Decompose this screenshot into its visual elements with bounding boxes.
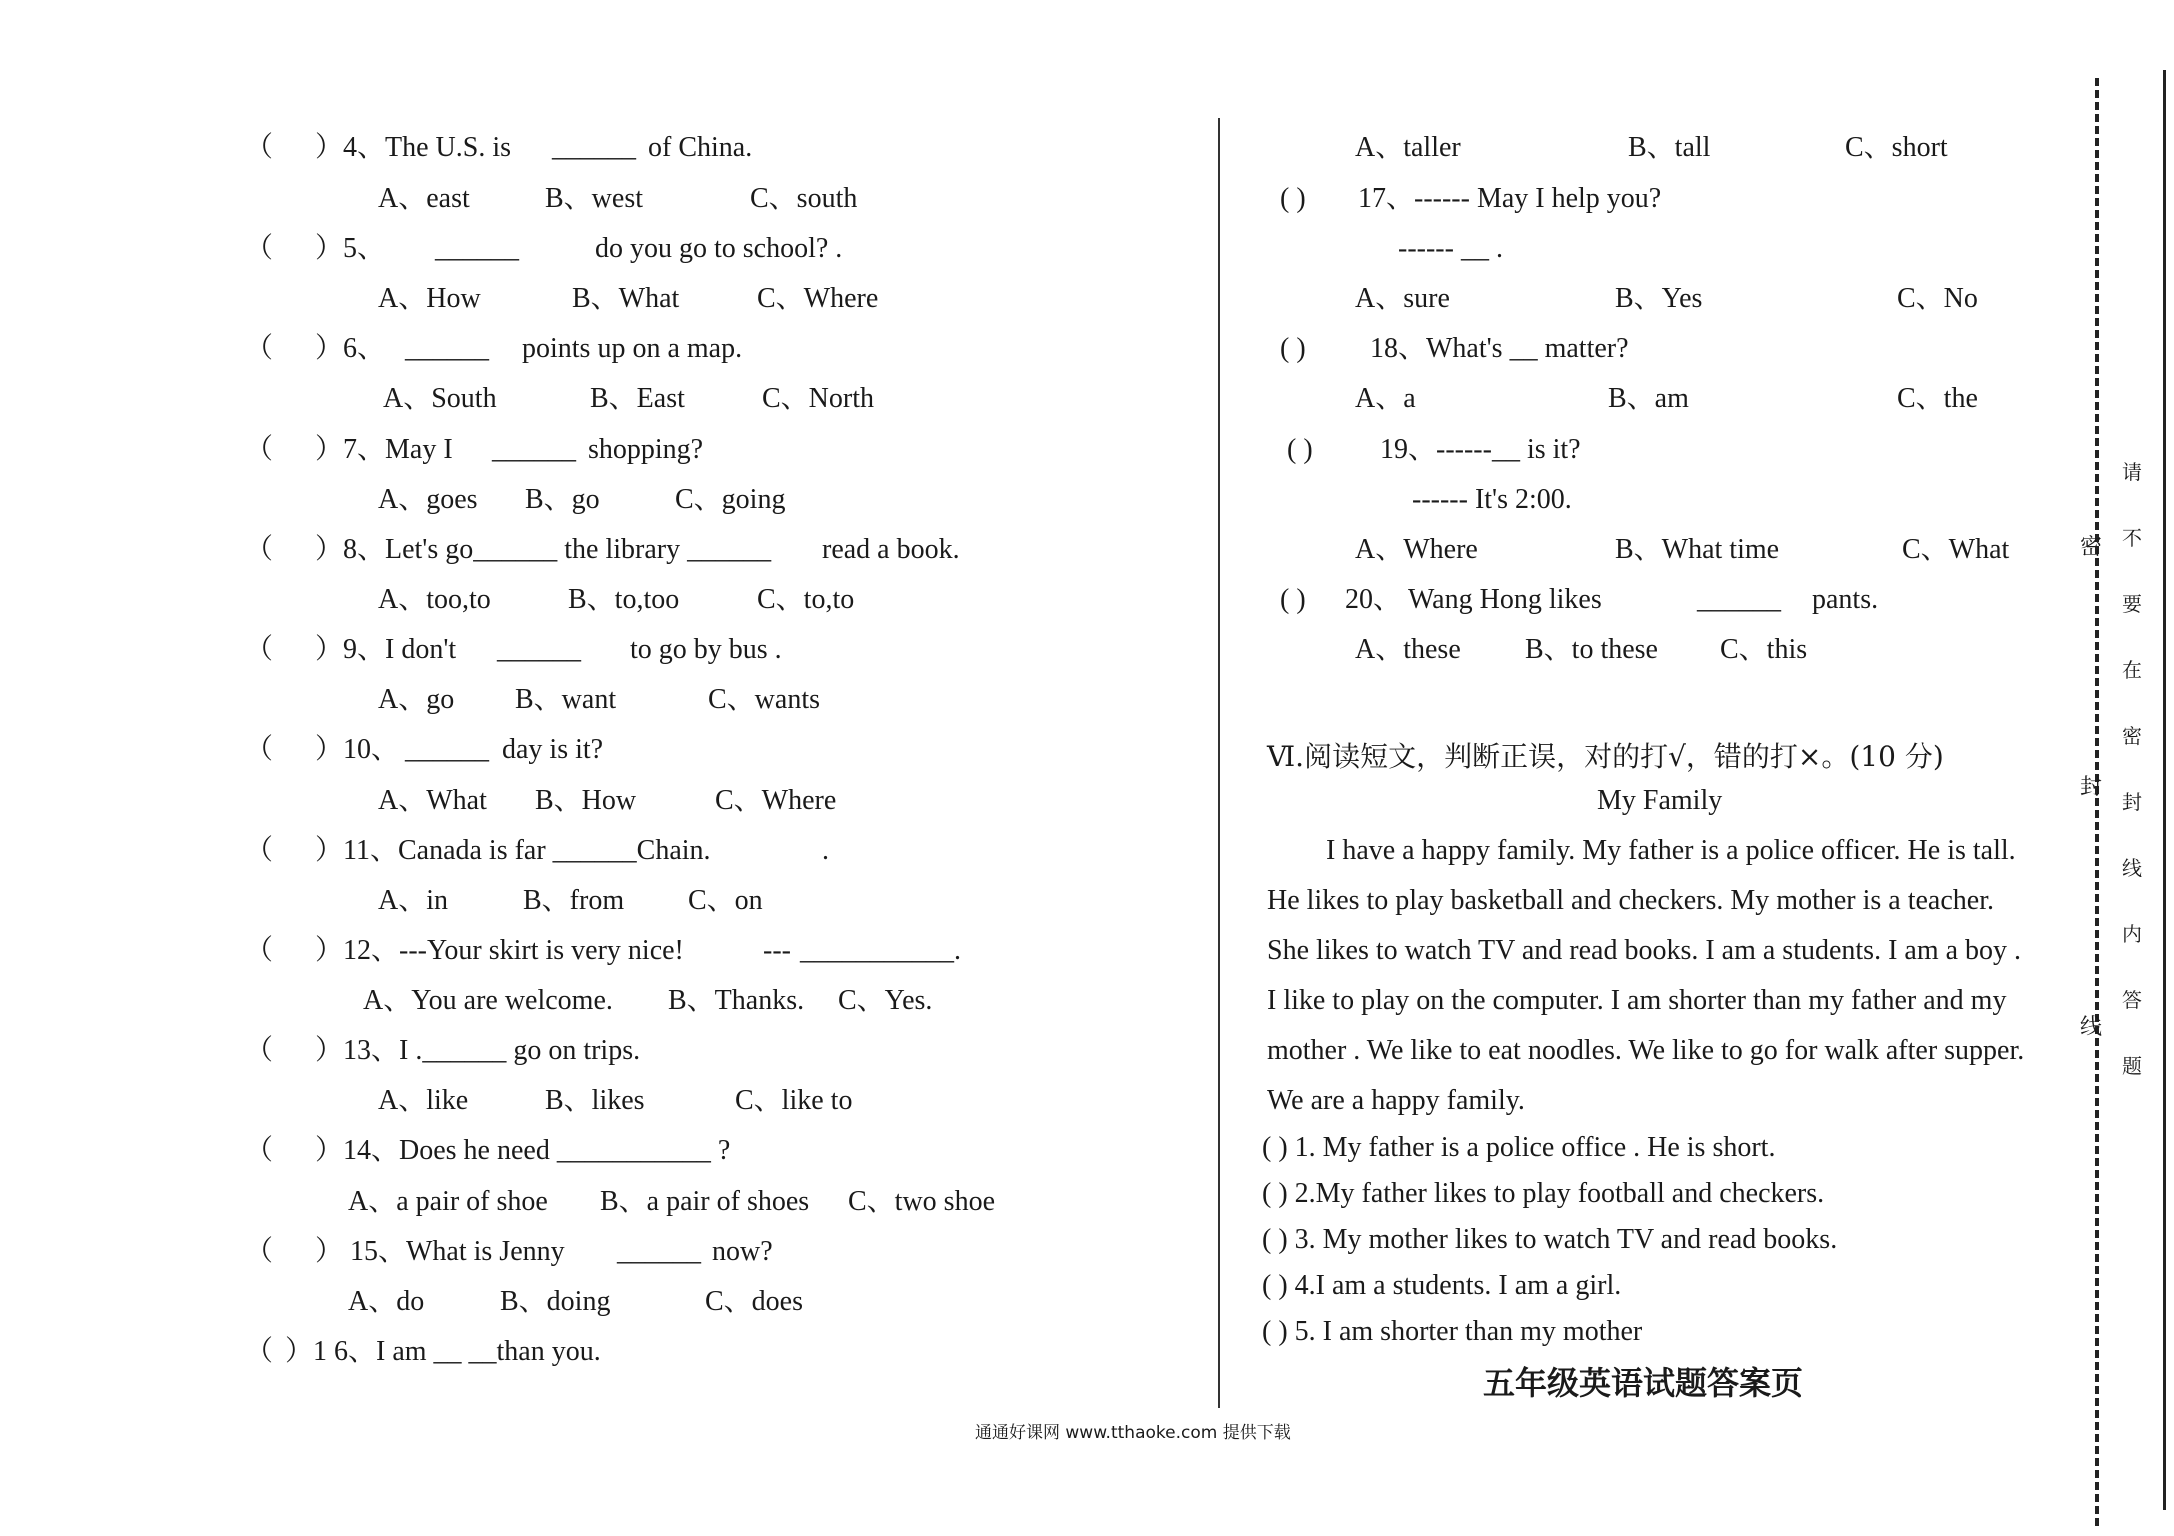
- option-b[interactable]: B、Yes: [1615, 283, 1703, 314]
- option-b[interactable]: B、tall: [1628, 132, 1711, 163]
- dialogue-reply: ------ It's 2:00.: [1412, 484, 1572, 515]
- footer-source: 通通好课网 www.tthaoke.com 提供下载: [975, 1423, 1291, 1443]
- option-a[interactable]: A、sure: [1355, 283, 1450, 314]
- option-c[interactable]: C、south: [750, 183, 858, 214]
- option-c[interactable]: C、this: [1720, 634, 1808, 665]
- option-b[interactable]: B、from: [523, 885, 625, 916]
- option-a[interactable]: A、a pair of shoe: [348, 1186, 548, 1217]
- answer-paren[interactable]: ( ): [1280, 333, 1306, 364]
- option-b[interactable]: B、likes: [545, 1085, 645, 1116]
- answer-blank[interactable]: ______: [497, 634, 581, 665]
- answer-blank[interactable]: ______: [552, 132, 636, 163]
- question-text: 19、------__ is it?: [1380, 434, 1581, 465]
- option-b[interactable]: B、am: [1608, 383, 1689, 414]
- option-b[interactable]: B、to these: [1525, 634, 1658, 665]
- option-c[interactable]: C、going: [675, 484, 786, 515]
- option-c[interactable]: C、does: [705, 1286, 804, 1317]
- option-a[interactable]: A、go: [378, 684, 455, 715]
- option-a[interactable]: A、You are welcome.: [363, 985, 613, 1016]
- option-c[interactable]: C、Yes.: [838, 985, 933, 1016]
- notice-char: 密: [2122, 724, 2142, 748]
- answer-page-title: 五年级英语试题答案页: [1483, 1364, 1804, 1402]
- judge-item[interactable]: ( ) 4.I am a students. I am a girl.: [1262, 1270, 1622, 1301]
- answer-blank[interactable]: ______: [435, 233, 519, 264]
- notice-char: 请: [2122, 460, 2142, 484]
- passage-line: We are a happy family.: [1267, 1085, 1525, 1116]
- question-tail: shopping?: [588, 434, 704, 465]
- question-text: ）4、The U.S. is: [315, 132, 512, 163]
- answer-blank[interactable]: ______: [405, 333, 489, 364]
- answer-paren[interactable]: ( ): [1280, 183, 1306, 214]
- option-c[interactable]: C、Where: [757, 283, 879, 314]
- option-a[interactable]: A、Where: [1355, 534, 1478, 565]
- answer-paren[interactable]: （: [245, 1336, 274, 1367]
- option-c[interactable]: C、North: [762, 383, 875, 414]
- option-c[interactable]: C、the: [1897, 383, 1978, 414]
- answer-paren[interactable]: ( ): [1287, 434, 1313, 465]
- question-text: ） 15、What is Jenny: [315, 1236, 565, 1267]
- question-text: ）1 6、I am __ __than you.: [285, 1336, 601, 1367]
- question-text: ）5、: [315, 233, 386, 264]
- seal-line-dashed: [2095, 78, 2099, 1526]
- option-b[interactable]: B、Thanks.: [668, 985, 805, 1016]
- answer-paren[interactable]: （: [245, 1035, 274, 1066]
- option-b[interactable]: B、What: [572, 283, 680, 314]
- question-text: 18、What's __ matter?: [1370, 333, 1629, 364]
- section-heading: Ⅵ.阅读短文，判断正误，对的打√，错的打×。(10 分): [1267, 740, 1944, 773]
- option-a[interactable]: A、How: [378, 283, 481, 314]
- question-text: ）8、Let's go______ the library ______: [315, 534, 772, 565]
- option-c[interactable]: C、What: [1902, 534, 2010, 565]
- answer-paren[interactable]: （: [245, 835, 274, 866]
- question-tail: .: [822, 835, 829, 866]
- question-tail: now?: [712, 1236, 773, 1267]
- notice-char: 内: [2122, 922, 2142, 946]
- option-c[interactable]: C、wants: [708, 684, 821, 715]
- answer-paren[interactable]: （: [245, 734, 274, 765]
- notice-char: 要: [2122, 592, 2142, 616]
- question-text: ）12、---Your skirt is very nice!: [315, 935, 684, 966]
- seal-line-solid: [2163, 70, 2166, 1510]
- notice-char: 在: [2122, 658, 2142, 682]
- passage-line: She likes to watch TV and read books. I am a students. I am a boy .: [1267, 935, 2022, 966]
- option-a[interactable]: A、South: [383, 383, 497, 414]
- question-tail: to go by bus .: [630, 634, 782, 665]
- passage-line: He likes to play basketball and checkers. My mother is a teacher.: [1267, 885, 1994, 916]
- judge-item[interactable]: ( ) 3. My mother likes to watch TV and read books.: [1262, 1224, 1838, 1255]
- option-b[interactable]: B、west: [545, 183, 644, 214]
- option-a[interactable]: A、like: [378, 1085, 469, 1116]
- option-a[interactable]: A、goes: [378, 484, 478, 515]
- answer-paren[interactable]: ( ): [1280, 584, 1306, 615]
- judge-item[interactable]: ( ) 5. I am shorter than my mother: [1262, 1316, 1643, 1347]
- option-b[interactable]: B、to,too: [568, 584, 680, 615]
- option-a[interactable]: A、too,to: [378, 584, 491, 615]
- option-c[interactable]: C、Where: [715, 785, 837, 816]
- question-text: ）9、I don't: [315, 634, 457, 665]
- answer-dash: ---: [763, 935, 791, 966]
- option-c[interactable]: C、No: [1897, 283, 1978, 314]
- question-text: ）7、May I: [315, 434, 453, 465]
- notice-char: 线: [2122, 856, 2142, 880]
- option-c[interactable]: C、to,to: [757, 584, 855, 615]
- answer-paren[interactable]: （: [245, 1236, 274, 1267]
- seal-label: 线: [2080, 1015, 2103, 1040]
- question-text: ）6、: [315, 333, 386, 364]
- question-tail: do you go to school? .: [595, 233, 843, 264]
- question-text: ）14、Does he need ___________ ?: [315, 1135, 731, 1166]
- answer-paren[interactable]: （: [245, 333, 274, 364]
- answer-blank[interactable]: ______: [492, 434, 576, 465]
- answer-paren[interactable]: （: [245, 1135, 274, 1166]
- question-text: 17、------ May I help you?: [1358, 183, 1662, 214]
- option-a[interactable]: A、taller: [1355, 132, 1461, 163]
- option-b[interactable]: B、want: [515, 684, 617, 715]
- answer-blank[interactable]: ______: [405, 734, 489, 765]
- question-tail: read a book.: [822, 534, 960, 565]
- notice-char: 答: [2122, 988, 2142, 1012]
- option-a[interactable]: A、a: [1355, 383, 1416, 414]
- question-text: ）13、I .______ go on trips.: [315, 1035, 641, 1066]
- column-divider: [1218, 118, 1220, 1408]
- answer-paren[interactable]: （: [245, 935, 274, 966]
- notice-char: 不: [2122, 526, 2142, 550]
- question-tail: points up on a map.: [522, 333, 743, 364]
- option-a[interactable]: A、in: [378, 885, 449, 916]
- answer-blank[interactable]: ___________.: [800, 935, 961, 966]
- option-b[interactable]: B、doing: [500, 1286, 611, 1317]
- option-c[interactable]: C、like to: [735, 1085, 853, 1116]
- seal-label: 封: [2080, 775, 2103, 800]
- option-b[interactable]: B、go: [525, 484, 600, 515]
- question-text: ）11、Canada is far ______Chain.: [315, 835, 711, 866]
- option-c[interactable]: C、on: [688, 885, 763, 916]
- option-b[interactable]: B、East: [590, 383, 685, 414]
- question-tail: day is it?: [502, 734, 604, 765]
- answer-blank[interactable]: ______: [1697, 584, 1781, 615]
- question-tail: pants.: [1812, 584, 1879, 615]
- passage-line: I have a happy family. My father is a police officer. He is tall.: [1326, 835, 2016, 866]
- dialogue-reply: ------ __ .: [1398, 233, 1503, 264]
- judge-item[interactable]: ( ) 1. My father is a police office . He is short.: [1262, 1132, 1776, 1163]
- option-b[interactable]: B、What time: [1615, 534, 1780, 565]
- answer-paren[interactable]: （: [245, 434, 274, 465]
- answer-paren[interactable]: （: [245, 132, 274, 163]
- option-a[interactable]: A、do: [348, 1286, 425, 1317]
- option-a[interactable]: A、What: [378, 785, 487, 816]
- answer-paren[interactable]: （: [245, 534, 274, 565]
- option-c[interactable]: C、short: [1845, 132, 1948, 163]
- notice-char: 封: [2122, 790, 2142, 814]
- option-a[interactable]: A、east: [378, 183, 470, 214]
- seal-label: 密: [2080, 535, 2103, 560]
- answer-paren[interactable]: （: [245, 634, 274, 665]
- answer-paren[interactable]: （: [245, 233, 274, 264]
- question-text: ）10、: [315, 734, 400, 765]
- question-text: 20、 Wang Hong likes: [1345, 584, 1602, 615]
- judge-item[interactable]: ( ) 2.My father likes to play football and checkers.: [1262, 1178, 1825, 1209]
- option-a[interactable]: A、these: [1355, 634, 1461, 665]
- option-b[interactable]: B、How: [535, 785, 637, 816]
- passage-line: I like to play on the computer. I am shorter than my father and my: [1267, 985, 2007, 1016]
- passage-line: mother . We like to eat noodles. We like to go for walk after supper.: [1267, 1035, 2025, 1066]
- answer-blank[interactable]: ______: [617, 1236, 701, 1267]
- option-b[interactable]: B、a pair of shoes: [600, 1186, 810, 1217]
- question-tail: of China.: [648, 132, 753, 163]
- notice-char: 题: [2122, 1054, 2142, 1078]
- option-c[interactable]: C、two shoe: [848, 1186, 996, 1217]
- passage-title: My Family: [1597, 785, 1723, 816]
